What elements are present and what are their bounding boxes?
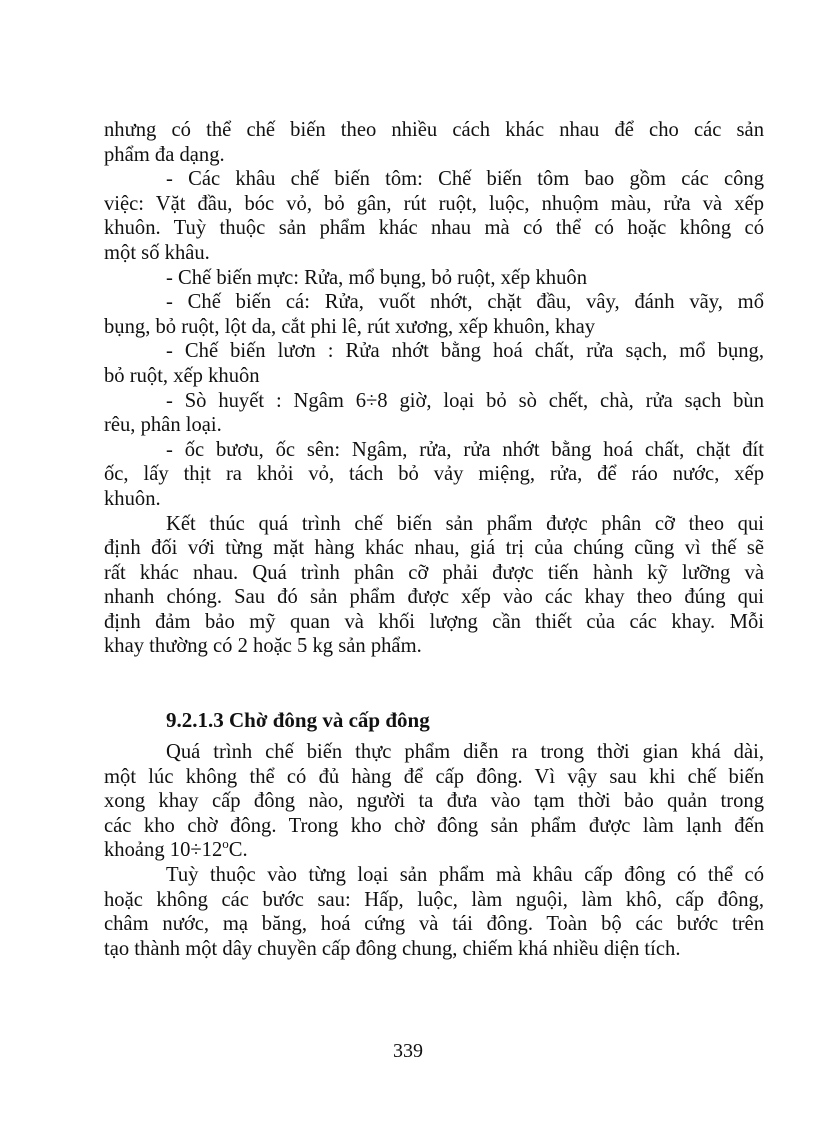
paragraph-shrimp [104, 167, 764, 265]
page-number: 339 [393, 1040, 423, 1062]
paragraph-grading [104, 512, 764, 660]
temperature-text: khoảng 10÷12 [104, 839, 223, 862]
text-line: châm nước, mạ băng, hoá cứng và tái đông. Toàn bộ các bước trên [104, 913, 764, 936]
paragraph-waiting [104, 740, 764, 863]
text-line: bỏ ruột, xếp khuôn [104, 364, 260, 387]
text-line: - Sò huyết : Ngâm 6÷8 giờ, loại bỏ sò chết, chà, rửa sạch bùn [166, 389, 764, 412]
paragraph-steps [104, 863, 764, 961]
paragraph-squid [104, 266, 764, 291]
text-line: một lúc không thể có đủ hàng để cấp đông. Vì vậy sau khi chế biến [104, 765, 764, 788]
text-line: các kho chờ đông. Trong kho chờ đông sản phẩm được làm lạnh đến [104, 814, 764, 837]
text-line: Quá trình chế biến thực phẩm diễn ra trong thời gian khá dài, [166, 741, 764, 763]
text-line: hoặc không các bước sau: Hấp, luộc, làm nguội, làm khô, cấp đông, [104, 888, 764, 911]
paragraph-cockle [104, 389, 764, 438]
text-line: khuôn. [104, 487, 161, 510]
paragraph-snail [104, 438, 764, 512]
text-line: - Chế biến lươn : Rửa nhớt bằng hoá chất, rửa sạch, mổ bụng, [166, 340, 764, 363]
section-freezing [104, 740, 764, 961]
text-line: xong khay cấp đông nào, người ta đưa vào tạm thời bảo quản trong [104, 790, 764, 813]
text-line [104, 835, 764, 863]
text-line: - Chế biến cá: Rửa, vuốt nhớt, chặt đầu, vây, đánh vãy, mổ [166, 291, 764, 314]
text-line: Kết thúc quá trình chế biến sản phẩm được phân cỡ theo qui [166, 512, 764, 535]
text-line: - Các khâu chế biến tôm: Chế biến tôm bao gồm các công [166, 168, 764, 191]
text-line: định đối với từng mặt hàng khác nhau, giá trị của chúng cũng vì thế sẽ [104, 537, 764, 560]
text-line: khay thường có 2 hoặc 5 kg sản phẩm. [104, 635, 422, 658]
paragraph [104, 118, 764, 167]
text-line: định đảm bảo mỹ quan và khối lượng cần thiết của các khay. Mỗi [104, 610, 764, 633]
text-line: việc: Vặt đầu, bóc vỏ, bỏ gân, rút ruột, luộc, nhuộm màu, rửa và xếp [104, 192, 764, 215]
paragraph-eel [104, 339, 764, 388]
degree-superscript: o [222, 835, 229, 851]
paragraph-fish [104, 290, 764, 339]
text-line: tạo thành một dây chuyền cấp đông chung, chiếm khá nhiều diện tích. [104, 937, 681, 960]
text-line: - Chế biến mực: Rửa, mổ bụng, bỏ ruột, xếp khuôn [166, 266, 587, 289]
text-line: nhanh chóng. Sau đó sản phẩm được xếp vào các khay theo đúng qui [104, 586, 764, 609]
text-line: bụng, bỏ ruột, lột da, cắt phi lê, rút xương, xếp khuôn, khay [104, 315, 596, 338]
text-line: phẩm đa dạng. [104, 143, 225, 166]
temperature-unit: C. [228, 839, 248, 862]
text-line: ốc, lấy thịt ra khỏi vỏ, tách bỏ vảy miệng, rửa, để ráo nước, xếp [104, 463, 764, 486]
section-heading: 9.2.1.3 Chờ đông và cấp đông [166, 708, 430, 732]
text-line: Tuỳ thuộc vào từng loại sản phẩm mà khâu cấp đông có thể có [166, 863, 764, 886]
text-line: - ốc bươu, ốc sên: Ngâm, rửa, rửa nhớt bằng hoá chất, chặt đít [166, 438, 764, 461]
text-line: khuôn. Tuỳ thuộc sản phẩm khác nhau mà có thể có hoặc không có [104, 217, 764, 240]
text-line: rêu, phân loại. [104, 414, 222, 437]
text-line: rất khác nhau. Quá trình phân cỡ phải được tiến hành kỹ lưỡng và [104, 561, 764, 584]
text-line: một số khâu. [104, 241, 210, 264]
section-processing [104, 118, 764, 659]
text-line: nhưng có thể chế biến theo nhiều cách khác nhau để cho các sản [104, 119, 764, 141]
